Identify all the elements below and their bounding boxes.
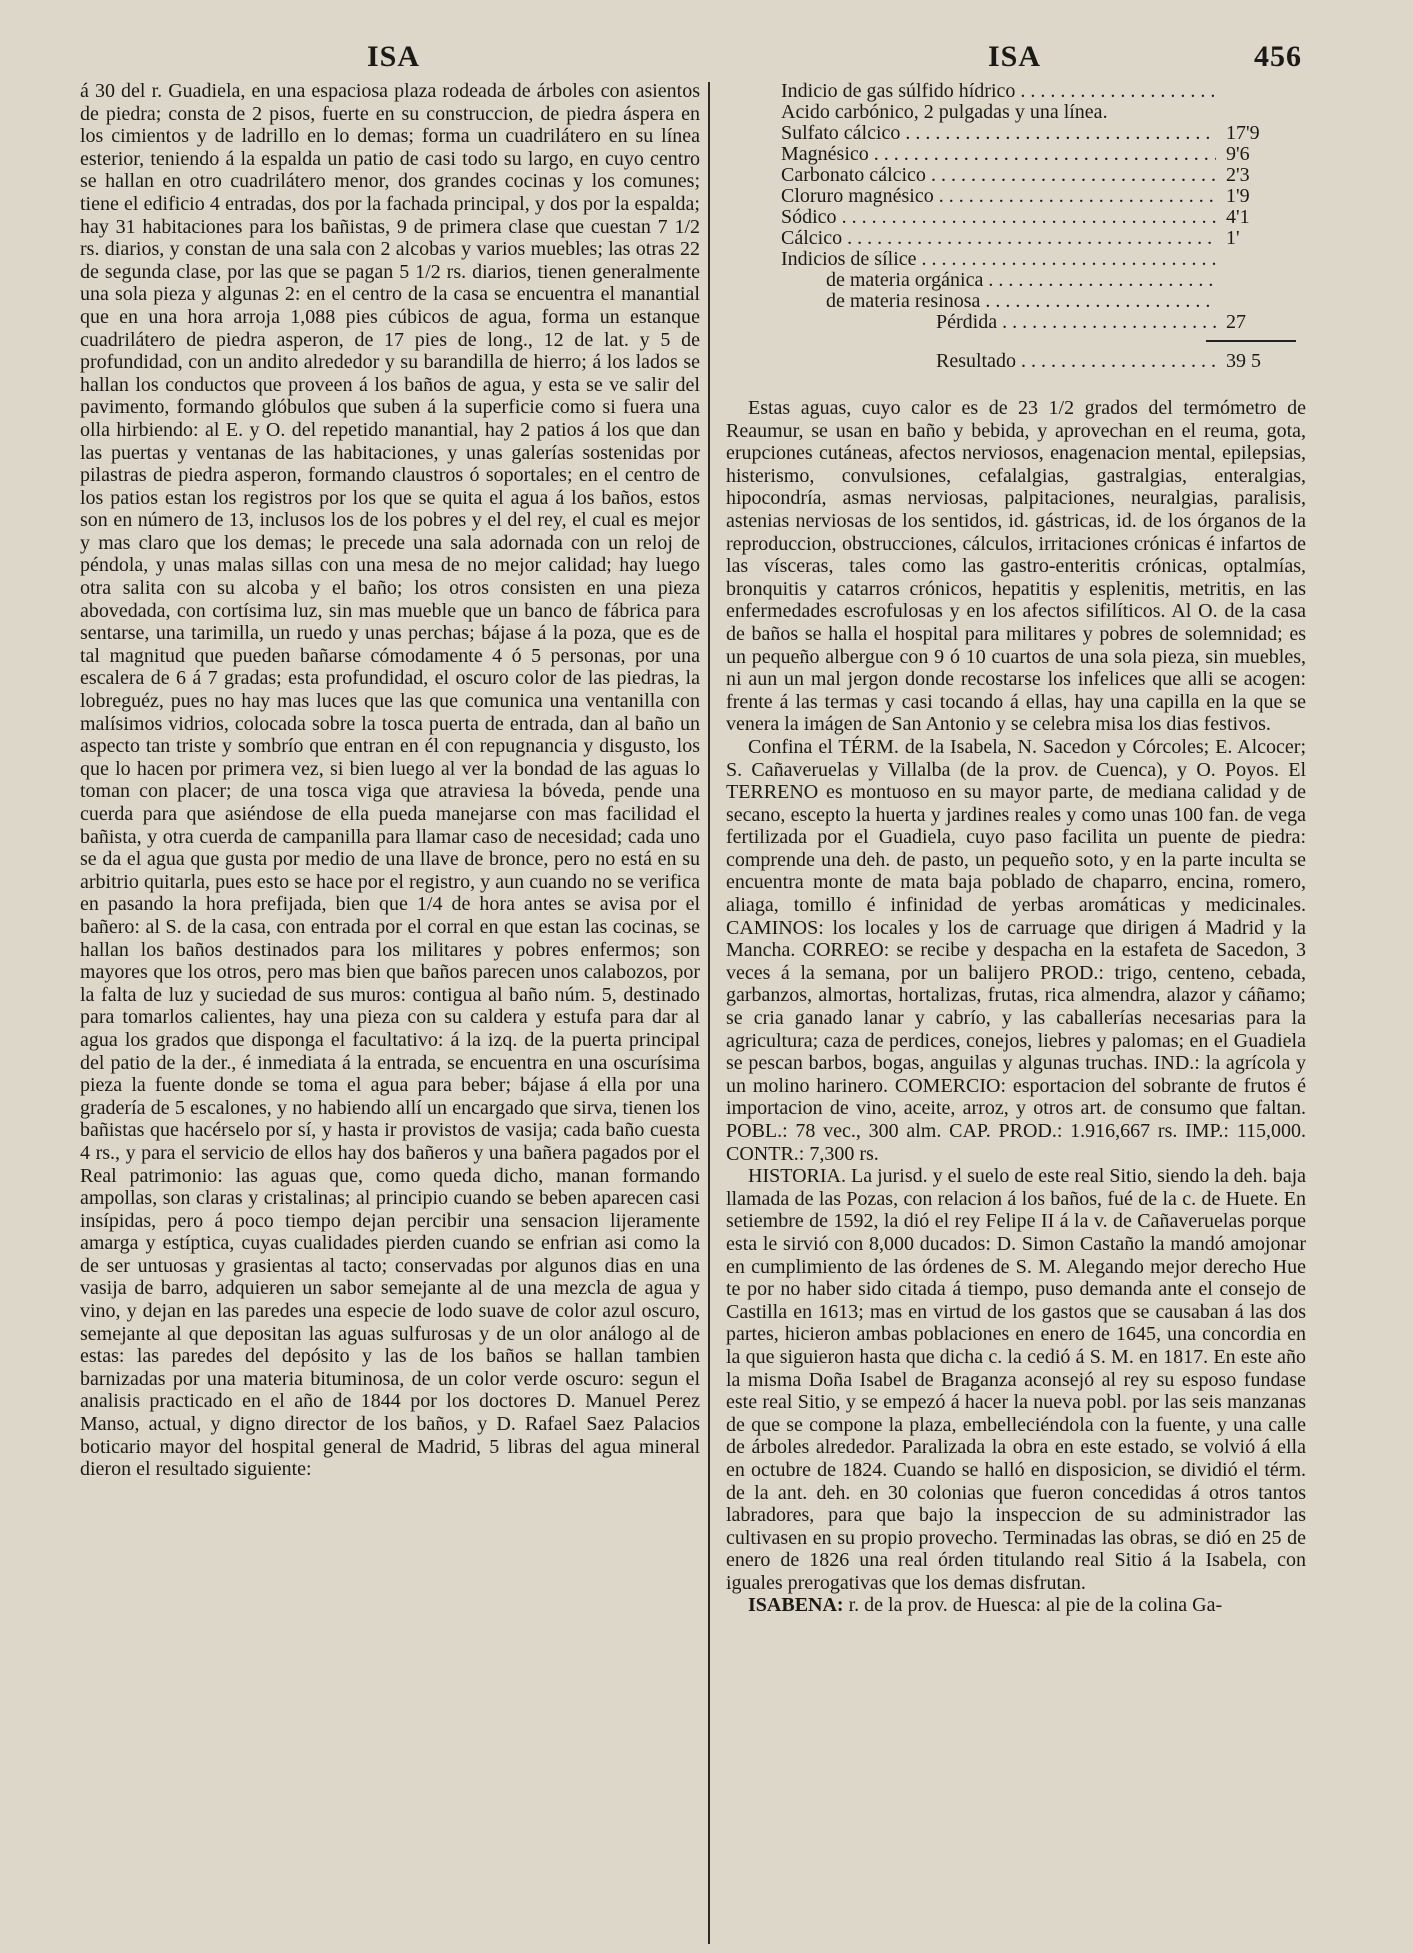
analysis-row bbox=[726, 185, 1306, 206]
left-column bbox=[80, 80, 700, 1481]
analysis-row bbox=[726, 227, 1306, 248]
analysis-row bbox=[726, 101, 1306, 122]
right-paragraph-1: Estas aguas, cuyo calor es de 23 1/2 grados del termómetro de Reaumur, se usan en baño y bebida, y aprovechan en el reuma, gota, erupciones cutáneas, afectos nerviosos, enagenacion mental, epilepsias, histerismo, convulsiones, cefalalgias, gastralgias, enteralgias, hipocondría, asmas nerviosas, palpitaciones, neuralgias, paralisis, astenias nerviosas de los sentidos, id. gástricas, id. de los órganos de la reproduccion, obstrucciones, cálculos, irritaciones crónicas é infartos de las vísceras, tales como las gastro-enteritis crónicas, optalmías, bronquitis y catarros crónicos, hepatitis y esplenitis, metritis, en las enfermedades escrofulosas y en los afectos sifilíticos. Al O. de la casa de baños se halla el hospital para militares y pobres de solemnidad; es un pequeño albergue con 9 ó 10 cuartos de una sola pieza, sin muebles, ni aun un mal jergon donde recostarse los infelices que alli se acogen: frente á las termas y casi tocando á ellas, hay una capilla en la que se venera la imágen de San Antonio y se celebra misa los dias festivos. bbox=[726, 397, 1306, 736]
analysis-result-row bbox=[726, 350, 1306, 371]
analysis-row-value: 2'3 bbox=[1226, 164, 1250, 186]
analysis-row bbox=[726, 164, 1306, 185]
result-value: 39 5 bbox=[1226, 350, 1261, 372]
final-entry-head: ISABENA: bbox=[748, 1594, 844, 1617]
page-number: 456 bbox=[1254, 40, 1302, 73]
header-left: ISA bbox=[367, 40, 421, 73]
analysis-row-label: Sulfato cálcico . . . bbox=[726, 122, 1216, 145]
analysis-row-value: 17'9 bbox=[1226, 122, 1260, 144]
analysis-row-label: de materia orgánica . . . bbox=[726, 269, 1216, 292]
right-paragraph-3: HISTORIA. La jurisd. y el suelo de este real Sitio, siendo la deh. baja llamada de las Pozas, con relacion á los baños, fué de la c. de Huete. En setiembre de 1592, la dió el rey Felipe II á la v. de Cañaveruelas porque esta le sirvió con 8,000 ducados: D. Simon Castaño la mandó amojonar en cumplimiento de las órdenes de S. M. Alegando mejor derecho Hue te por no haber sido citada á tiempo, puso demanda ante el consejo de Castilla en 1613; mas en virtud de los gastos que se causaban á las dos partes, hicieron ambas poblaciones en enero de 1645, una concordia en la que siguieron hasta que dicha c. la cedió á S. M. en 1817. En este año la misma Doña Isabel de Braganza aconsejó al rey su esposo fundase este real Sitio, y se empezó á hacer la nueva pobl. por las seis manzanas de que se compone la plaza, embelleciéndola con la fuente, y una calle de árboles alrededor. Paralizada la obra en este estado, se volvió á ella en octubre de 1824. Cuando se halló en disposicion, se dividió el térm. de la ant. deh. en 30 colonias que fueron concedidas á otros tantos labradores, para que bajo la inspeccion de su administrador las cultivasen en su propio provecho. Terminadas las obras, se dió en 25 de enero de 1826 una real órden titulando real Sitio á la Isabela, con iguales prerogativas que los demas disfrutan. bbox=[726, 1165, 1306, 1594]
analysis-row-label: Indicio de gas súlfido hídrico . . . bbox=[726, 80, 1216, 103]
analysis-row bbox=[726, 122, 1306, 143]
analysis-row-label: Sódico . . . bbox=[726, 206, 1216, 229]
final-entry-text: r. de la prov. de Huesca: al pie de la colina Ga- bbox=[843, 1594, 1223, 1617]
analysis-row bbox=[726, 80, 1306, 101]
analysis-table bbox=[726, 80, 1306, 371]
column-divider bbox=[708, 82, 710, 1944]
analysis-row-label: Cálcico . . . bbox=[726, 227, 1216, 250]
analysis-row-label: Carbonato cálcico . . . bbox=[726, 164, 1216, 187]
analysis-row bbox=[726, 248, 1306, 269]
header-center: ISA bbox=[988, 40, 1042, 73]
analysis-row-value: 27 bbox=[1226, 311, 1246, 333]
analysis-row-label: Cloruro magnésico . . . bbox=[726, 185, 1216, 208]
left-paragraph: á 30 del r. Guadiela, en una espaciosa plaza rodeada de árboles con asientos de piedra; consta de 2 pisos, fuerte en su construccion, de piedra áspera en los cimientos y de ladrillo en lo demas; forma un cuadrilátero en su línea esterior, teniendo á la espalda un patio de casi todo su largo, en cuyo centro se hallan en otro cuadrilátero menor, dos grandes cocinas y los comunes; tiene el edificio 4 entradas, dos por la fachada principal, y dos por la espalda; hay 31 habitaciones para los bañistas, 9 de primera clase que cuestan 7 1/2 rs. diarios, y constan de una sala con 2 alcobas y varios muebles; las otras 22 de segunda clase, por las que se pagan 5 1/2 rs. diarios, tienen generalmente una sola pieza y algunas 2: en el centro de la casa se encuentra el manantial que en una hora arroja 1,088 pies cúbicos de agua, forma un estanque cuadrilátero de piedra asperon, de 17 pies de long., 12 de lat. y 5 de profundidad, con un andito alrededor y su barandilla de hierro; á los lados se hallan los conductos que proveen á los baños de agua, y esta se ve salir del pavimento, formando glóbulos que suben á la superficie como si fuera una olla hirbiendo: al E. y O. del repetido manantial, hay 2 patios á los que dan las puertas y ventanas de las habitaciones, y unas galerías sostenidas por pilastras de piedra asperon, formando claustros ó soportales; en el centro de los patios estan los registros por los que se quita el agua á los baños, estos son en número de 13, inclusos los de los pobres y el del rey, el cual es mejor y mas claro que los demas; le precede una sala adornada con un reloj de péndola, y unas malas sillas con una mesa de no mejor calidad; hay luego otra salita con su alcoba y el baño; los otros consisten en una pieza abovedada, con cortísima luz, sin mas mueble que un banco de fábrica para sentarse, una tarimilla, un ruedo y unas perchas; bájase á la poza, que es de tal magnitud que pueden bañarse cómodamente 4 ó 5 personas, por una escalera de 6 á 7 gradas; esta profundidad, el oscuro color de las piedras, la lobreguéz, pues no hay mas luces que las que comunica una ventanilla con malísimos vidrios, colocada sobre la tosca puerta de entrada, dan al baño un aspecto tan triste y sombrío que entran en él con repugnancia y disgusto, los que lo hacen por primera vez, si bien luego al ver la bondad de las aguas lo toman con placer; de una tosca viga que atraviesa la bóveda, pende una cuerda para que asiéndose de ella pueda manejarse con mas facilidad el bañista, y otra cuerda de campanilla para llamar caso de necesidad; cada uno se da el agua que gusta por medio de una llave de bronce, pero no está en su arbitrio quitarla, pues esto se hace por el registro, y aun cuando no se verifica en pasando la hora prefijada, bien que 1/4 de hora antes se avisa por el bañero: al S. de la casa, con entrada por el corral en que estan las cocinas, se hallan los baños destinados para los militares y pobres enfermos; son mayores que los otros, pero mas bien que baños parecen unos calabozos, por la falta de luz y suciedad de sus muros: contigua al baño núm. 5, destinado para tomarlos calientes, hay una pieza con su caldera y estufa para dar al agua los grados que disponga el facultativo: á la izq. de la puerta principal del patio de la der., é inmediata á la entrada, se encuentra en una oscurísima pieza la fuente donde se toma el agua para beber; bájase á ella por una gradería de 5 escalones, y no habiendo allí un encargado que sirva, tienen los bañistas que hacérselo por sí, y hasta ir provistos de vasija; cada baño cuesta 4 rs., y para el servicio de ellos hay dos bañeros y una bañera pagados por el Real patrimonio: las aguas que, como queda dicho, manan formando ampollas, son claras y cristalinas; al principio cuando se beben aparecen casi insípidas, pero á poco tiempo dejan percibir una sensacion lijeramente amarga y estíptica, cuyas cualidades pierden cuando se enfrian asi como la de ser untuosas y grasientas al tacto; conservadas por algunos dias en una vasija de barro, adquieren un sabor semejante al de una mezcla de agua y vino, y dejan en las paredes una especie de lodo suave de color azul oscuro, semejante al que depositan las aguas sulfurosas y de un olor análogo al de estas: las paredes del depósito y las de los baños se hallan tambien barnizadas por una materia bituminosa, de un color verde oscuro: segun el analisis practicado en el año de 1844 por los doctores D. Manuel Perez Manso, actual, y digno director de los baños, y D. Rafael Saez Palacios boticario mayor del hospital general de Madrid, 5 libras del agua mineral dieron el resultado siguiente: bbox=[80, 80, 700, 1481]
sum-line bbox=[1206, 340, 1296, 342]
analysis-row bbox=[726, 143, 1306, 164]
analysis-row bbox=[726, 290, 1306, 311]
right-column bbox=[726, 80, 1306, 1617]
analysis-row-label: Indicios de sílice . . . bbox=[726, 248, 1216, 271]
result-label: Resultado . . . bbox=[726, 350, 1216, 373]
analysis-row-label: Magnésico . . . bbox=[726, 143, 1216, 166]
analysis-row-label: de materia resinosa . . . bbox=[726, 290, 1216, 313]
final-entry bbox=[726, 1594, 1306, 1617]
analysis-rows bbox=[726, 80, 1306, 332]
analysis-row-value: 1'9 bbox=[1226, 185, 1250, 207]
analysis-row bbox=[726, 206, 1306, 227]
analysis-row-label: Pérdida . . . bbox=[726, 311, 1216, 334]
analysis-row-value: 9'6 bbox=[1226, 143, 1250, 165]
analysis-row-label: Acido carbónico, 2 pulgadas y una línea. bbox=[781, 101, 1108, 123]
analysis-row-value: 4'1 bbox=[1226, 206, 1250, 228]
analysis-row-value: 1' bbox=[1226, 227, 1240, 249]
analysis-row bbox=[726, 311, 1306, 332]
analysis-row bbox=[726, 269, 1306, 290]
right-paragraph-2: Confina el TÉRM. de la Isabela, N. Sacedon y Córcoles; E. Alcocer; S. Cañaveruelas y Villalba (de la prov. de Cuenca), y O. Poyos. El TERRENO es montuoso en su mayor parte, de mediana calidad y de secano, escepto la huerta y jardines reales y como unas 100 fan. de vega fertilizada por el Guadiela, cuyo paso facilita un puente de piedra: comprende una deh. de pasto, un pequeño soto, y en la parte inculta se encuentra monte de mata baja poblado de chaparro, encina, romero, aliaga, tomillo é infinidad de yerbas aromáticas y medicinales. CAMINOS: los locales y los de carruage que dirigen á Madrid y la Mancha. CORREO: se recibe y despacha en la estafeta de Sacedon, 3 veces á la semana, por un balijero PROD.: trigo, centeno, cebada, garbanzos, almortas, hortalizas, frutas, rica almendra, alazor y cáñamo; se cria ganado lanar y cabrío, y las caballerías necesarias para la agricultura; caza de perdices, conejos, liebres y palomas; en el Guadiela se pescan barbos, bogas, anguilas y algunas truchas. IND.: la agrícola y un molino harinero. COMERCIO: esportacion del sobrante de frutos é importacion de vino, aceite, arroz, y otros art. de consumo que faltan. POBL.: 78 vec., 300 alm. CAP. PROD.: 1.916,667 rs. IMP.: 115,000. CONTR.: 7,300 rs. bbox=[726, 735, 1306, 1165]
